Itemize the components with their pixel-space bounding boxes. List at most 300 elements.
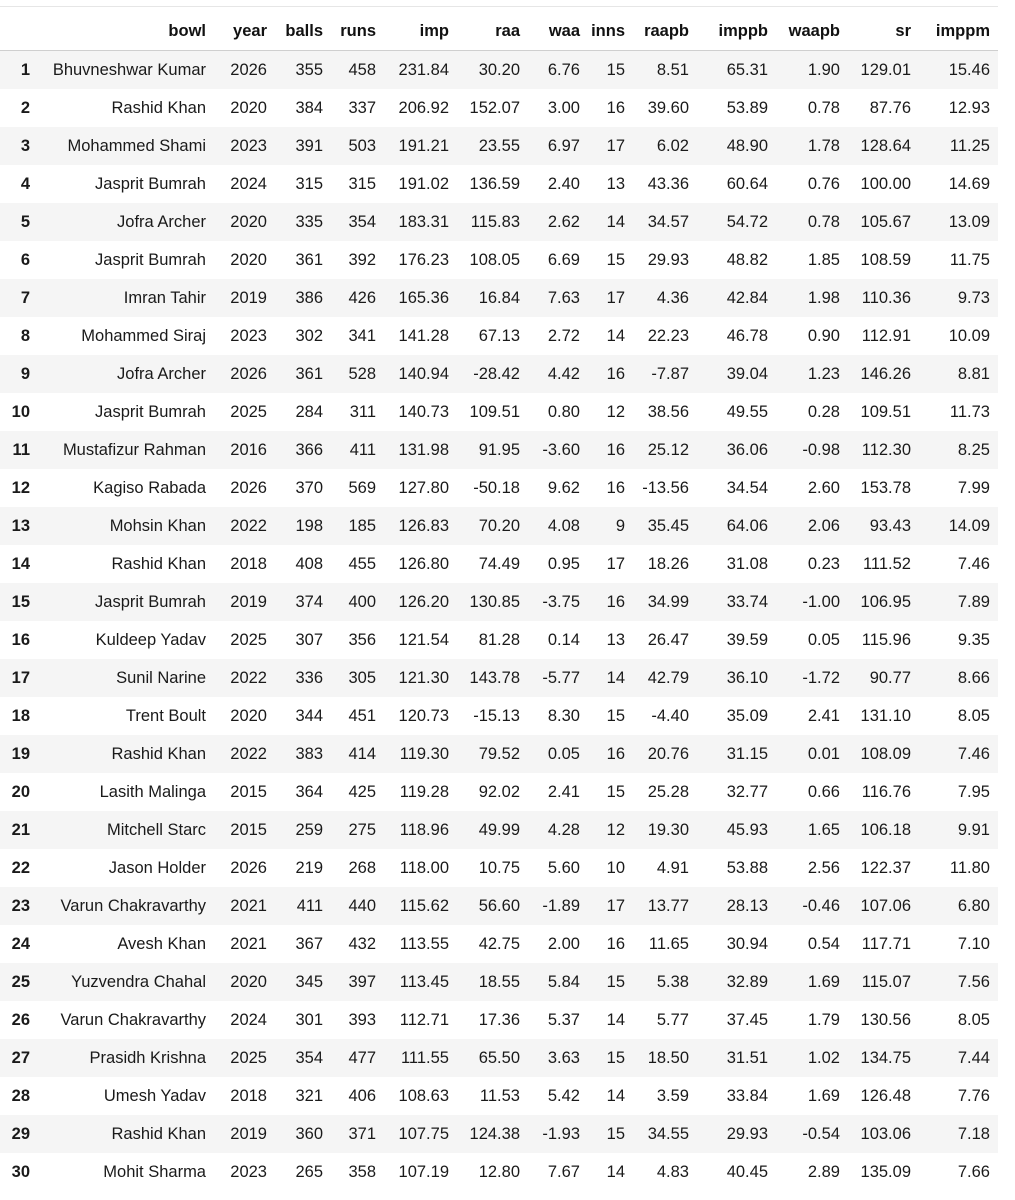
table-cell: 110.36 <box>848 279 919 317</box>
table-cell: 45.93 <box>697 811 776 849</box>
table-cell: Mohammed Shami <box>36 127 214 165</box>
table-cell: 113.45 <box>384 963 457 1001</box>
table-cell: 12 <box>588 393 633 431</box>
table-cell: 6.80 <box>919 887 998 925</box>
table-cell: 0.95 <box>528 545 588 583</box>
table-cell: 124.38 <box>457 1115 528 1153</box>
table-cell: 432 <box>331 925 384 963</box>
table-cell: 2022 <box>214 659 275 697</box>
table-cell: 1.23 <box>776 355 848 393</box>
table-cell: 7.56 <box>919 963 998 1001</box>
table-cell: 16.84 <box>457 279 528 317</box>
table-cell: 16 <box>588 89 633 127</box>
table-cell: Jasprit Bumrah <box>36 393 214 431</box>
table-cell: 16 <box>588 355 633 393</box>
table-cell: 425 <box>331 773 384 811</box>
table-cell: 183.31 <box>384 203 457 241</box>
table-cell: Rashid Khan <box>36 545 214 583</box>
row-index: 9 <box>0 355 36 393</box>
table-cell: 8.51 <box>633 51 697 90</box>
table-cell: 2022 <box>214 735 275 773</box>
results-table <box>0 13 998 1191</box>
table-cell: 360 <box>275 1115 331 1153</box>
table-cell: 153.78 <box>848 469 919 507</box>
row-index: 8 <box>0 317 36 355</box>
table-cell: 107.19 <box>384 1153 457 1191</box>
header-row <box>0 13 998 51</box>
table-cell: 26.47 <box>633 621 697 659</box>
table-row <box>0 925 998 963</box>
table-cell: 5.42 <box>528 1077 588 1115</box>
table-cell: 3.00 <box>528 89 588 127</box>
table-cell: 7.99 <box>919 469 998 507</box>
table-cell: -1.93 <box>528 1115 588 1153</box>
column-header[interactable]: bowl <box>36 13 214 51</box>
table-cell: -50.18 <box>457 469 528 507</box>
table-row <box>0 583 998 621</box>
table-cell: 458 <box>331 51 384 90</box>
table-cell: Prasidh Krishna <box>36 1039 214 1077</box>
table-cell: 34.57 <box>633 203 697 241</box>
table-cell: 131.98 <box>384 431 457 469</box>
table-cell: 65.31 <box>697 51 776 90</box>
table-cell: 74.49 <box>457 545 528 583</box>
table-cell: 2023 <box>214 317 275 355</box>
table-cell: 315 <box>275 165 331 203</box>
table-cell: 2026 <box>214 51 275 90</box>
table-row <box>0 849 998 887</box>
table-cell: -4.40 <box>633 697 697 735</box>
table-cell: 397 <box>331 963 384 1001</box>
row-index: 27 <box>0 1039 36 1077</box>
table-cell: 33.74 <box>697 583 776 621</box>
table-cell: 36.10 <box>697 659 776 697</box>
column-header[interactable]: waa <box>528 13 588 51</box>
column-header[interactable]: waapb <box>776 13 848 51</box>
column-header[interactable]: raa <box>457 13 528 51</box>
table-cell: 9.62 <box>528 469 588 507</box>
table-cell: 2.00 <box>528 925 588 963</box>
table-cell: 15 <box>588 697 633 735</box>
table-cell: 315 <box>331 165 384 203</box>
row-index: 16 <box>0 621 36 659</box>
table-cell: 1.90 <box>776 51 848 90</box>
table-cell: 7.76 <box>919 1077 998 1115</box>
table-row <box>0 279 998 317</box>
table-cell: 268 <box>331 849 384 887</box>
table-row <box>0 241 998 279</box>
table-cell: 2.41 <box>528 773 588 811</box>
table-cell: -3.75 <box>528 583 588 621</box>
table-cell: 34.54 <box>697 469 776 507</box>
table-cell: 16 <box>588 583 633 621</box>
table-cell: Lasith Malinga <box>36 773 214 811</box>
table-cell: 108.59 <box>848 241 919 279</box>
table-cell: Varun Chakravarthy <box>36 1001 214 1039</box>
table-cell: 11.53 <box>457 1077 528 1115</box>
table-cell: Jofra Archer <box>36 203 214 241</box>
table-cell: 15 <box>588 963 633 1001</box>
table-cell: 2025 <box>214 621 275 659</box>
table-cell: 411 <box>331 431 384 469</box>
row-index: 20 <box>0 773 36 811</box>
table-cell: 10 <box>588 849 633 887</box>
table-cell: 0.28 <box>776 393 848 431</box>
row-index: 2 <box>0 89 36 127</box>
table-cell: 23.55 <box>457 127 528 165</box>
table-cell: 32.77 <box>697 773 776 811</box>
table-cell: Rashid Khan <box>36 89 214 127</box>
table-cell: 48.82 <box>697 241 776 279</box>
table-cell: 40.45 <box>697 1153 776 1191</box>
table-cell: Umesh Yadav <box>36 1077 214 1115</box>
table-cell: 31.15 <box>697 735 776 773</box>
table-cell: 191.02 <box>384 165 457 203</box>
table-cell: Jofra Archer <box>36 355 214 393</box>
table-cell: 354 <box>275 1039 331 1077</box>
table-cell: -0.54 <box>776 1115 848 1153</box>
table-cell: 356 <box>331 621 384 659</box>
table-cell: 11.75 <box>919 241 998 279</box>
table-row <box>0 51 998 90</box>
table-cell: 2.72 <box>528 317 588 355</box>
table-cell: 386 <box>275 279 331 317</box>
table-row <box>0 773 998 811</box>
table-cell: 358 <box>331 1153 384 1191</box>
table-cell: 5.37 <box>528 1001 588 1039</box>
table-cell: 25.28 <box>633 773 697 811</box>
table-cell: 100.00 <box>848 165 919 203</box>
table-cell: Varun Chakravarthy <box>36 887 214 925</box>
table-cell: 284 <box>275 393 331 431</box>
table-cell: 36.06 <box>697 431 776 469</box>
table-cell: 16 <box>588 925 633 963</box>
table-cell: -7.87 <box>633 355 697 393</box>
row-index: 28 <box>0 1077 36 1115</box>
table-cell: 374 <box>275 583 331 621</box>
table-cell: 2.40 <box>528 165 588 203</box>
table-cell: 152.07 <box>457 89 528 127</box>
table-cell: 38.56 <box>633 393 697 431</box>
table-cell: 0.54 <box>776 925 848 963</box>
table-cell: 42.84 <box>697 279 776 317</box>
table-row <box>0 203 998 241</box>
table-cell: 2021 <box>214 925 275 963</box>
table-cell: 0.23 <box>776 545 848 583</box>
table-row <box>0 545 998 583</box>
table-cell: 11.80 <box>919 849 998 887</box>
table-cell: 35.45 <box>633 507 697 545</box>
table-cell: Bhuvneshwar Kumar <box>36 51 214 90</box>
table-cell: 53.89 <box>697 89 776 127</box>
table-cell: Jasprit Bumrah <box>36 583 214 621</box>
table-cell: 8.05 <box>919 1001 998 1039</box>
column-header[interactable]: imppb <box>697 13 776 51</box>
column-header[interactable]: raapb <box>633 13 697 51</box>
table-cell: 112.30 <box>848 431 919 469</box>
table-cell: 119.30 <box>384 735 457 773</box>
table-cell: 2020 <box>214 241 275 279</box>
table-row <box>0 89 998 127</box>
table-cell: 121.54 <box>384 621 457 659</box>
table-row <box>0 1115 998 1153</box>
table-cell: -15.13 <box>457 697 528 735</box>
table-cell: 7.89 <box>919 583 998 621</box>
index-header <box>0 13 36 51</box>
table-cell: 22.23 <box>633 317 697 355</box>
table-cell: 371 <box>331 1115 384 1153</box>
table-cell: 15 <box>588 773 633 811</box>
table-cell: Jasprit Bumrah <box>36 165 214 203</box>
table-cell: 361 <box>275 355 331 393</box>
table-row <box>0 963 998 1001</box>
table-cell: 115.62 <box>384 887 457 925</box>
table-cell: 107.75 <box>384 1115 457 1153</box>
table-cell: 0.05 <box>528 735 588 773</box>
table-cell: 35.09 <box>697 697 776 735</box>
column-header[interactable]: imp <box>384 13 457 51</box>
table-cell: 111.55 <box>384 1039 457 1077</box>
table-cell: 126.80 <box>384 545 457 583</box>
table-cell: 79.52 <box>457 735 528 773</box>
table-cell: 17 <box>588 127 633 165</box>
table-cell: 39.60 <box>633 89 697 127</box>
table-cell: 354 <box>331 203 384 241</box>
table-cell: 128.64 <box>848 127 919 165</box>
table-cell: 2.60 <box>776 469 848 507</box>
table-cell: 335 <box>275 203 331 241</box>
table-cell: 2015 <box>214 773 275 811</box>
table-cell: 141.28 <box>384 317 457 355</box>
table-cell: 120.73 <box>384 697 457 735</box>
table-cell: 7.67 <box>528 1153 588 1191</box>
table-cell: 2.89 <box>776 1153 848 1191</box>
row-index: 1 <box>0 51 36 90</box>
table-cell: 14 <box>588 1153 633 1191</box>
table-cell: 206.92 <box>384 89 457 127</box>
table-cell: 2016 <box>214 431 275 469</box>
column-header[interactable]: runs <box>331 13 384 51</box>
table-cell: -1.72 <box>776 659 848 697</box>
table-cell: 49.55 <box>697 393 776 431</box>
column-header[interactable]: year <box>214 13 275 51</box>
table-cell: 2024 <box>214 165 275 203</box>
table-row <box>0 507 998 545</box>
column-header[interactable]: balls <box>275 13 331 51</box>
table-cell: 31.51 <box>697 1039 776 1077</box>
table-cell: 118.00 <box>384 849 457 887</box>
table-cell: 42.75 <box>457 925 528 963</box>
table-cell: 8.05 <box>919 697 998 735</box>
row-index: 24 <box>0 925 36 963</box>
table-cell: 130.56 <box>848 1001 919 1039</box>
table-cell: 406 <box>331 1077 384 1115</box>
table-cell: 1.69 <box>776 963 848 1001</box>
table-cell: 7.63 <box>528 279 588 317</box>
table-cell: 4.08 <box>528 507 588 545</box>
table-cell: 5.84 <box>528 963 588 1001</box>
table-cell: 134.75 <box>848 1039 919 1077</box>
table-cell: 118.96 <box>384 811 457 849</box>
table-cell: 6.76 <box>528 51 588 90</box>
table-cell: 31.08 <box>697 545 776 583</box>
table-cell: 9.73 <box>919 279 998 317</box>
table-cell: 1.85 <box>776 241 848 279</box>
row-index: 22 <box>0 849 36 887</box>
table-cell: 426 <box>331 279 384 317</box>
table-row <box>0 1001 998 1039</box>
table-cell: 440 <box>331 887 384 925</box>
table-cell: 370 <box>275 469 331 507</box>
table-cell: 108.09 <box>848 735 919 773</box>
table-cell: 14.09 <box>919 507 998 545</box>
table-cell: 32.89 <box>697 963 776 1001</box>
table-cell: 131.10 <box>848 697 919 735</box>
table-cell: 127.80 <box>384 469 457 507</box>
table-cell: 121.30 <box>384 659 457 697</box>
table-cell: 34.55 <box>633 1115 697 1153</box>
table-cell: 112.71 <box>384 1001 457 1039</box>
table-cell: 109.51 <box>457 393 528 431</box>
table-cell: Jason Holder <box>36 849 214 887</box>
table-cell: 13 <box>588 165 633 203</box>
table-cell: 6.02 <box>633 127 697 165</box>
table-cell: 5.77 <box>633 1001 697 1039</box>
table-cell: 25.12 <box>633 431 697 469</box>
table-cell: 14 <box>588 203 633 241</box>
table-cell: 2.56 <box>776 849 848 887</box>
table-cell: 0.14 <box>528 621 588 659</box>
table-cell: 87.76 <box>848 89 919 127</box>
table-cell: 6.69 <box>528 241 588 279</box>
table-cell: 0.78 <box>776 203 848 241</box>
table-cell: 7.46 <box>919 545 998 583</box>
table-cell: -5.77 <box>528 659 588 697</box>
table-cell: 7.10 <box>919 925 998 963</box>
table-cell: 2019 <box>214 1115 275 1153</box>
table-cell: 126.48 <box>848 1077 919 1115</box>
table-cell: 13.09 <box>919 203 998 241</box>
table-row <box>0 469 998 507</box>
table-cell: 67.13 <box>457 317 528 355</box>
table-cell: 0.01 <box>776 735 848 773</box>
table-cell: 176.23 <box>384 241 457 279</box>
table-cell: 7.66 <box>919 1153 998 1191</box>
table-cell: 345 <box>275 963 331 1001</box>
table-cell: 15 <box>588 51 633 90</box>
table-cell: 10.75 <box>457 849 528 887</box>
table-cell: 122.37 <box>848 849 919 887</box>
table-cell: 366 <box>275 431 331 469</box>
table-cell: 2023 <box>214 127 275 165</box>
table-cell: 2026 <box>214 355 275 393</box>
table-cell: Yuzvendra Chahal <box>36 963 214 1001</box>
table-cell: 569 <box>331 469 384 507</box>
table-cell: 135.09 <box>848 1153 919 1191</box>
table-cell: -0.98 <box>776 431 848 469</box>
table-cell: 411 <box>275 887 331 925</box>
table-cell: 126.20 <box>384 583 457 621</box>
table-cell: 165.36 <box>384 279 457 317</box>
table-cell: 9.91 <box>919 811 998 849</box>
row-index: 29 <box>0 1115 36 1153</box>
table-body <box>0 51 998 1192</box>
table-cell: 17 <box>588 887 633 925</box>
table-cell: 115.96 <box>848 621 919 659</box>
table-cell: 14 <box>588 659 633 697</box>
table-cell: 3.59 <box>633 1077 697 1115</box>
row-index: 11 <box>0 431 36 469</box>
row-index: 6 <box>0 241 36 279</box>
table-cell: -28.42 <box>457 355 528 393</box>
table-row <box>0 317 998 355</box>
table-cell: 301 <box>275 1001 331 1039</box>
table-cell: 305 <box>331 659 384 697</box>
table-cell: 93.43 <box>848 507 919 545</box>
table-cell: -3.60 <box>528 431 588 469</box>
table-cell: 8.30 <box>528 697 588 735</box>
row-index: 12 <box>0 469 36 507</box>
table-cell: 92.02 <box>457 773 528 811</box>
column-header[interactable]: imppm <box>919 13 998 51</box>
column-header[interactable]: inns <box>588 13 633 51</box>
table-cell: 14 <box>588 1001 633 1039</box>
table-cell: 37.45 <box>697 1001 776 1039</box>
table-cell: 400 <box>331 583 384 621</box>
table-cell: 106.18 <box>848 811 919 849</box>
table-cell: 361 <box>275 241 331 279</box>
table-cell: 115.83 <box>457 203 528 241</box>
table-cell: -1.00 <box>776 583 848 621</box>
table-row <box>0 621 998 659</box>
table-cell: 2022 <box>214 507 275 545</box>
table-cell: 28.13 <box>697 887 776 925</box>
table-row <box>0 811 998 849</box>
table-cell: 16 <box>588 469 633 507</box>
table-cell: 56.60 <box>457 887 528 925</box>
table-cell: 321 <box>275 1077 331 1115</box>
column-header[interactable]: sr <box>848 13 919 51</box>
table-cell: 2018 <box>214 1077 275 1115</box>
table-cell: 231.84 <box>384 51 457 90</box>
row-index: 17 <box>0 659 36 697</box>
table-cell: 191.21 <box>384 127 457 165</box>
table-cell: 113.55 <box>384 925 457 963</box>
table-cell: 5.60 <box>528 849 588 887</box>
table-cell: 91.95 <box>457 431 528 469</box>
table-cell: 8.66 <box>919 659 998 697</box>
table-cell: 2.41 <box>776 697 848 735</box>
table-cell: 2020 <box>214 963 275 1001</box>
table-cell: Mohsin Khan <box>36 507 214 545</box>
table-cell: 30.20 <box>457 51 528 90</box>
table-row <box>0 393 998 431</box>
table-cell: Kuldeep Yadav <box>36 621 214 659</box>
table-cell: 1.02 <box>776 1039 848 1077</box>
table-cell: 337 <box>331 89 384 127</box>
table-cell: 8.81 <box>919 355 998 393</box>
table-cell: 7.95 <box>919 773 998 811</box>
table-cell: 39.59 <box>697 621 776 659</box>
table-row <box>0 431 998 469</box>
table-cell: 393 <box>331 1001 384 1039</box>
table-cell: 43.36 <box>633 165 697 203</box>
table-cell: 336 <box>275 659 331 697</box>
table-cell: 383 <box>275 735 331 773</box>
table-cell: 15 <box>588 241 633 279</box>
table-cell: Avesh Khan <box>36 925 214 963</box>
row-index: 14 <box>0 545 36 583</box>
